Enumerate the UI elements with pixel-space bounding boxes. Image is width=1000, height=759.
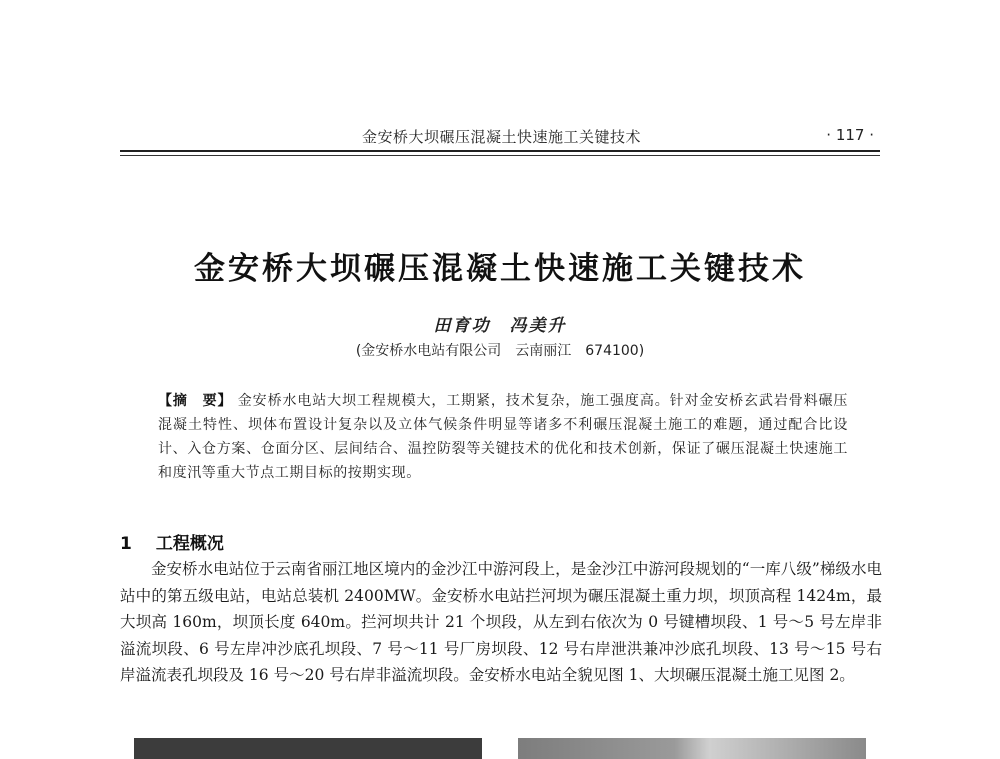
running-header-title: 金安桥大坝碾压混凝土快速施工关键技术 (362, 128, 642, 146)
section-title: 工程概况 (155, 534, 224, 554)
header-rule-thick (120, 150, 880, 152)
paper-affiliation: (金安桥水电站有限公司 云南丽江 674100) (355, 343, 645, 359)
paper-title: 金安桥大坝碾压混凝土快速施工关键技术 (194, 251, 806, 287)
running-header (120, 122, 880, 148)
abstract-label: 【摘 要】 (158, 393, 233, 409)
header-rule-thin (120, 155, 880, 156)
paper-authors: 田育功 冯美升 (433, 316, 567, 336)
abstract-text: 金安桥水电站大坝工程规模大，工期紧，技术复杂，施工强度高。针对金安桥玄武岩骨料碾压混凝土特性、坝体布置设计复杂以及立体气候条件明显等诸多不利碾压混凝土施工的难题，通过配合比设计、入仓方案、仓面分区、层间结合、温控防裂等关键技术的优化和技术创新，保证了碾压混凝土快速施工和度汛等重大节点工期目标的按期实现。 (158, 393, 848, 481)
figure-1-photo (134, 738, 482, 759)
figure-2-photo (518, 738, 866, 759)
section-number: 1 (120, 534, 132, 554)
abstract (158, 389, 848, 485)
section-heading (120, 529, 224, 554)
page-number: · 117 · (826, 126, 874, 144)
section-paragraph: 金安桥水电站位于云南省丽江地区境内的金沙江中游河段上，是金沙江中游河段规划的“一库八级”梯级水电站中的第五级电站，电站总装机 2400MW。金安桥水电站拦河坝为碾压混凝土重力坝，坝顶高程 1424m，最大坝高 160m，坝顶长度 640m。拦河坝共计 21 个坝段，从左到右依次为 0 号键槽坝段、1 号～5 号左岸非溢流坝段、6 号左岸冲沙底孔坝段、7 号～11 号厂房坝段、12 号右岸泄洪兼冲沙底孔坝段、13 号～15 号右岸溢流表孔坝段及 16 号～20 号右岸非溢流坝段。金安桥水电站全貌见图 1、大坝碾压混凝土施工见图 2。 (120, 560, 882, 684)
